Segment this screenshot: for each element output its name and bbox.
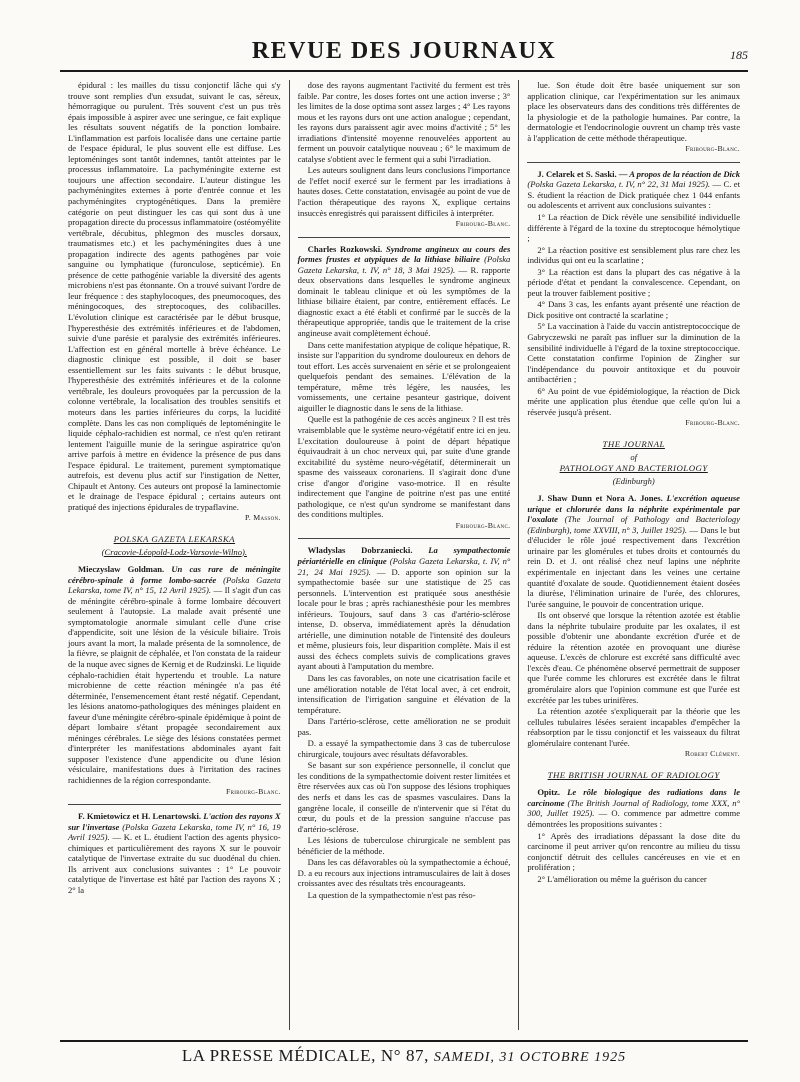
column-2 bbox=[289, 80, 519, 1030]
paragraph: Se basant sur son expérience personnelle, il conclut que les conditions de la sympathectomie doivent rester limitées et être réservées aux cas où l'on suppose des lésions trophiques des nerfs et dans les cas de spasmes vasculaires. Dans la gangrène locale, il conseille de n'intervenir que si l'état du cœur, du pouls et de la pression sanguine n'accuse pas d'artério-sclérose. bbox=[297, 760, 511, 834]
article-reference: (Polska Gazeta Lekarska, t. IV, n° 22, 31 Mai 1925). bbox=[527, 179, 711, 190]
paragraph: D. a essayé la sympathectomie dans 3 cas de tuberculose chirurgicale, toujours avec résultats défavorables. bbox=[297, 738, 511, 759]
list-item: 1° Après des irradiations dépassant la dose dite du carcinome il peut arriver qu'on rencontre au milieu du tissu conjonctif détruit des cellules cancéreuses en vie et en prolifération ; bbox=[527, 830, 741, 873]
article-reference: (The British Journal of Radiology, tome XXX, n° 300, Juillet 1925). bbox=[527, 797, 741, 819]
page-number: 185 bbox=[730, 48, 748, 62]
paragraph: Les auteurs soulignent dans leurs conclusions l'importance de l'effet nocif exercé sur le ferment par les irradiations à hautes doses. Cette constatation, envisagée au point de vue de l'action thérapeutique des rayons X, explique certains insuccès enregistrés qui paraissent difficiles à interpréter. bbox=[297, 165, 511, 218]
journal-heading: PATHOLOGY AND BACTERIOLOGY bbox=[559, 463, 708, 474]
list-item: 3° La réaction est dans la plupart des cas négative à la période d'état et pendant la convalescence. Cependant, on peut la trouver faiblement positive ; bbox=[527, 266, 741, 298]
article-reference: (The Journal of Pathology and Bacteriology (Edinburgh), tome XXVIII, n° 3, Juillet 1925). bbox=[527, 514, 741, 535]
author-signature: Fribourg-Blanc. bbox=[225, 786, 281, 796]
paragraph: Ils ont observé que lorsque la rétention azotée est établie dans la néphrite tubulaire produite par les oxalates, il est possible d'obtenir une abondante excrétion d'urée et de réduire la rétention azotée en provoquant une diurèse aqueuse. L'excès de chlorure est excrété sans difficulté avec l'excès d'eau. Ce phénomène observé permettrait de supposer que l'urée comme les chlorures est excrétée dans le filtrat gromérulaire alors que l'opinion commune est que l'urée est excrétée par les tubes urinifères. bbox=[527, 610, 741, 705]
paragraph: Les lésions de tuberculose chirurgicale ne semblent pas bénéficier de la méthode. bbox=[297, 835, 511, 856]
article-summary bbox=[527, 493, 740, 609]
article-text: — Il s'agit d'un cas de méningite cérébro-spinale à forme lombaire découvert seulement à l'autopsie. La malade avait présenté une symptomatologie anormale simulant celle d'une crise d'appendicite, soit une lésion de la vésicule biliaire. Trois jours avant la mort, la malade présenta de la somnolence, de la fièvre, se plaignit de céphalée, et l'on constata de la raideur de la nuque avec signes de Kernig et de Rudzinski. Le liquide céphalo-rachidien était hypertendu et trouble. La nature microbienne de cette réaction méningée n'a pas été déterminée, l'ensemencement étant resté négatif. Cependant, les lésions anatomo-pathologiques des méninges plaident en faveur d'une méningite cérébro-spinale épidémique à point de départ lombaire s'étant propagée secondairement aux méninges cérébrales. Le siège des lésions constatées permet d'interpréter les manifestations abdominales ayant fait supposer l'existence d'une appendicite ou d'une lésion vésiculaire, manifestations dues à l'irritation des racines rachidiennes de la région correspondante. bbox=[68, 585, 281, 785]
divider bbox=[298, 538, 511, 539]
article-text: — C. et S. étudient la réaction de Dick pratiquée chez 1 044 enfants ou adolescents et arrivent aux conclusions suivantes : bbox=[527, 179, 741, 211]
article-author: Wladyslas Dobrzaniecki. bbox=[307, 545, 413, 556]
article-title: L'action des rayons X sur l'invertase bbox=[68, 811, 281, 832]
article-text: — Dans le but d'élucider le rôle joué respectivement dans l'excrétion urinaire par les glomérules et tubes droits et contournés du rein D. et J. ont réalisé chez neuf lapins une néphrite expérimentale en injectant dans les veines une certaine quantité d'oxalate de soude. Quotidiennement étaient dosées la diurèse, l'élimination urinaire de l'urée, des chlorures, l'urée sanguine, le pouvoir de concentration urique. bbox=[527, 524, 741, 609]
journal-heading: THE JOURNAL bbox=[602, 438, 665, 449]
divider bbox=[527, 162, 740, 163]
list-item: 2° La réaction positive est sensiblement plus rare chez les individus qui ont eu la scarlatine ; bbox=[527, 244, 741, 266]
list-item: 6° Au point de vue épidémiologique, la réaction de Dick mérite une application plus étendue que celle qu'on lui a réservée jusqu'à présent. bbox=[527, 385, 741, 417]
author-signature: Fribourg-Blanc. bbox=[685, 418, 741, 428]
list-item: 4° Dans 3 cas, les enfants ayant présenté une réaction de Dick positive ont contracté la scarlatine ; bbox=[527, 299, 741, 320]
article-columns bbox=[60, 80, 748, 1030]
article-author: J. Shaw Dunn et Nora A. Jones. bbox=[537, 493, 663, 504]
article-author: Opitz. bbox=[537, 787, 561, 798]
article-author: F. Kmietowicz et H. Lenartowski. bbox=[78, 811, 201, 822]
article-author: Charles Rozkowski. bbox=[307, 243, 383, 254]
paragraph: Dans les cas défavorables où la sympathectomie a échoué, D. a eu recours aux injections intramusculaires de lait à doses croissantes avec des résultats très encourageants. bbox=[297, 857, 511, 889]
author-signature: Robert Clément. bbox=[684, 749, 741, 759]
article-title: Syndrome angineux au cours des formes frustes et atypiques de la lithiase biliaire bbox=[297, 243, 511, 265]
article-summary bbox=[527, 169, 740, 211]
article-text: — K. et L. étudient l'action des agents physico-chimiques et particulièrement des rayons X sur le pouvoir catalytique de l'invertase extraite du suc duodénal du chien. Ils arrivent aux conclusions suivantes : 1° Le pouvoir catalytique de l'invertase est hâté par l'action des rayons X ; 2° la bbox=[68, 832, 281, 895]
article-title: Un cas rare de méningite cérébro-spinale à forme lombo-sacrée bbox=[68, 564, 281, 585]
article-reference: (Polska Gazeta Lekarska, tome IV, n° 16, 19 Avril 1925). bbox=[68, 821, 281, 843]
paragraph: Dans cette manifestation atypique de colique hépatique, R. insiste sur l'apparition du syndrome douloureux en dehors de tout effort. Les accès survenaient en série et se prolongeaient quelquefois pendant des semaines. L'élévation de la température, même très légère, les nausées, les vomissements, une certaine pesanteur gastrique, doivent aiguiller le diagnostic dans le sens de la lithiase. bbox=[297, 339, 511, 413]
article-summary bbox=[298, 244, 511, 339]
article-title: La sympathectomie périartérielle en clinique bbox=[297, 545, 511, 566]
article-author: J. Celarek et S. Saski. bbox=[537, 168, 617, 179]
journal-heading: THE BRITISH JOURNAL OF RADIOLOGY bbox=[547, 769, 720, 780]
list-item: 5° La vaccination à l'aide du vaccin antistreptococcique de Gabryczewski ne paraît pas influer sur la diminution de la sensibilité individuelle à l'égard de la toxine streptococcique. Cette constatation confirme l'opinion de Zingher sur l'indépendance du pouvoir antitoxique et du pouvoir antibactérien ; bbox=[527, 321, 741, 385]
paragraph: lue. Son étude doit être basée uniquement sur son application clinique, car l'expérimentation sur les animaux place les observateurs dans des conditions très différentes de la physiologie et de la pathologie humaines. Par contre, la dermatologie et l'endocrinologie ouvrent un champ très vaste à l'application de cette méthode thérapeutique. bbox=[527, 80, 741, 143]
paragraph: La question de la sympathectomie n'est pas réso- bbox=[307, 889, 476, 900]
author-signature: Fribourg-Blanc. bbox=[455, 219, 511, 229]
article-summary bbox=[68, 811, 281, 895]
article-title: L'excrétion aqueuse urique et chlorurée dans la néphrite expérimentale par l'oxalate bbox=[527, 493, 741, 525]
paragraph: épidural : les mailles du tissu conjonctif lâche qui s'y trouve sont remplies d'un exsudat, suivant le cas, séreux, hémorragique ou purulent. Très souvent c'est un pus très épais impossible à aspirer avec une seringue, ce fait explique les résultats souvent négatifs de la ponction lombaire. L'inflammation est parfois localisée dans une certaine partie de l'espace épidural, le plus souvent elle est diffuse. Les leptoméninges sont tantôt indemnes, tantôt atteintes par le processus inflammatoire. La pachyméningite externe est toujours une affection secondaire. L'auteur distingue les pachyméningites externes à porte d'entrée connue et les pachyméningites cryptogénétiques. Dans la première catégorie on peut distinguer les cas qui sont dus à une propagation directe du processus inflammatoire (ostéomyélite vertébrale, décubitus, phlegmon des muscles dorsaux, traumatismes etc.) et les pachyméningites dues à une propagation indirecte des agents pathogènes par voie sanguine ou lymphatique (furonculose, septicémie). En présence de cette pathogénie variable la diversité des agents microbiens n'est pas étonnante. On a trouvé suivant l'ordre de leur fréquence : des staphylocoques, des pneumocoques, des méningocoques, des streptocoques, des colibacilles. L'évolution clinique est caractérisée par le début brusque, l'hyperesthésie des extrémités inférieures et de l'abdomen, suivie d'une parésie et paralysie des extrémités inférieures. L'affection est en général mortelle à brève échéance. Le diagnostic clinique est possible, il doit se baser essentiellement sur les faits suivants : le début brusque, l'hyperesthésie des extrémités inférieures et de la colonne vertébrale, les douleurs provoquées par la percussion de la colonne vertébrale, la localisation des troubles sensitifs et moteurs dans les parties inférieures du corps, la lucidité complète. Dans les cas non compliqués de leptoméningite le liquide céphalo-rachidien est normal, ce n'est qu'en retirant lentement l'aiguille munie de la seringue aspiratrice qu'on arrive parfois à mettre en évidence la présence de pus dans l'espace épidural. Le traitement, purement symptomatique autrefois, est devenu plus actif sur l'instigation de Netter, Chipault et Antony. Ces auteurs ont proposé la laminectomie et le drainage de l'espace épidural ; certains auteurs ont pratiqué des injections épidurales de trypaflavine. bbox=[68, 80, 281, 512]
journal-subheading: (Cracovie-Léopold-Lodz-Varsovie-Wilno). bbox=[101, 546, 248, 557]
author-signature: P. Masson. bbox=[245, 513, 281, 523]
divider bbox=[68, 804, 281, 805]
article-text: — D. apporte son opinion sur la sympathectomie basée sur une statistique de 25 cas personnels. L'intervention est pratiquée sous anesthésie locale pour le bras ; après rachianesthésie pour les membres inférieurs. Toujours, sauf dans 3 cas d'artério-sclérose intense, D. observa, immédiatement après la dénudation artérielle, une diminution notable de l'intensité des douleurs et même, plusieurs fois, leur disparition complète. Mais il est aussi des échecs complets suivis de complications graves ayant abouti à l'amputation du membre. bbox=[297, 566, 511, 672]
column-1 bbox=[60, 80, 289, 1030]
paragraph: Dans l'artério-sclérose, cette amélioration ne se produit pas. bbox=[297, 716, 511, 737]
list-item: 2° L'amélioration ou même la guérison du cancer bbox=[537, 873, 707, 884]
article-reference: (Polska Gazeta Lekarska, t. IV, n° 18, 3 Mai 1925). bbox=[297, 254, 511, 275]
footer-journal: LA PRESSE MÉDICALE, N° 87, bbox=[181, 1046, 430, 1065]
article-reference: (Polska Gazeta Lekarska, tome IV, n° 15, 12 Avril 1925). bbox=[68, 574, 281, 596]
paragraph: Dans les cas favorables, on note une cicatrisation facile et une amélioration notable de l'état local avec, à cet endroit, intensification de l'irrigation sanguine et élévation de la température. bbox=[297, 672, 511, 715]
paragraph: dose des rayons augmentant l'activité du ferment est très faible. Par contre, les doses fortes ont une action inverse ; 3° les limites de la dose optima sont assez larges ; 4° Les rayons mous et les rayons durs ont une action analogue ; cependant, les rayons durs paraissent agir avec moins d'activité ; 5° les irradiations d'intensité moyenne renouvelées apportent au ferment un pouvoir catalytique nouveau ; 6° le maximum de catalyse s'obtient avec le ferment qui a subi l'irradiation. bbox=[297, 80, 511, 164]
paragraph: Quelle est la pathogénie de ces accès angineux ? Il est très vraisemblable que le système neuro-végétatif entre ici en jeu. L'excitation douloureuse à point de départ hépatique équivaudrait à un choc nerveux qui, par suite d'une grande excitabilité du système neuro-végétatif, déterminerait un spasme des vaisseaux coronariens. Il s'agirait donc d'une crise d'angor d'origine vaso-motrice. Il en résulte indirectement que l'angine de poitrine n'est pas une entité pathologique, ce n'est qu'un syndrome se manifestant dans des conditions multiples. bbox=[297, 414, 511, 520]
journal-subheading: (Edinburgh) bbox=[612, 475, 655, 486]
article-title: — A propos de la réaction de Dick bbox=[618, 168, 741, 179]
column-3 bbox=[518, 80, 748, 1030]
article-summary bbox=[68, 564, 281, 785]
article-summary bbox=[527, 787, 740, 829]
page-footer bbox=[60, 1040, 748, 1064]
article-text: — O. commence par admettre comme démontrées les propositions suivantes : bbox=[527, 808, 741, 829]
journal-heading-of: of bbox=[630, 451, 638, 462]
article-reference: (Polska Gazeta Lekarska, t. IV, n° 21, 24 Mai 1925). bbox=[297, 555, 511, 577]
author-signature: Fribourg-Blanc. bbox=[455, 520, 511, 530]
footer-date: SAMEDI, 31 OCTOBRE 1925 bbox=[433, 1050, 627, 1065]
divider bbox=[298, 237, 511, 238]
paragraph: La rétention azotée s'expliquerait par la théorie que les cellules tubulaires lésées seraient incapables d'empêcher la réabsorption par le tissu conjonctif et les vaisseaux du filtrat glomérulaire contenant l'urée. bbox=[527, 706, 741, 748]
page-header bbox=[60, 38, 748, 72]
article-text: — R. rapporte deux observations dans lesquelles le syndrome angineux dominait le tableau clinique et où les symptômes de la lithiase biliaire étaient, par contre, entièrement effacés. Le diagnostic exact a été établi et confirmé par le succès de la thérapeutique appropriée, tandis que le traitement de la crise angineuse avait complètement échoué. bbox=[297, 264, 511, 339]
list-item: 1° La réaction de Dick révèle une sensibilité individuelle différente à l'égard de la toxine du streptocoque hémolytique ; bbox=[527, 212, 741, 244]
journal-heading: POLSKA GAZETA LEKARSKA bbox=[113, 533, 236, 544]
article-title: Le rôle biologique des radiations dans le carcinome bbox=[527, 787, 741, 808]
section-title: REVUE DES JOURNAUX bbox=[251, 38, 557, 64]
author-signature: Fribourg-Blanc. bbox=[685, 144, 741, 154]
article-author: Mieczyslaw Goldman. bbox=[78, 564, 165, 575]
article-summary bbox=[298, 545, 511, 672]
